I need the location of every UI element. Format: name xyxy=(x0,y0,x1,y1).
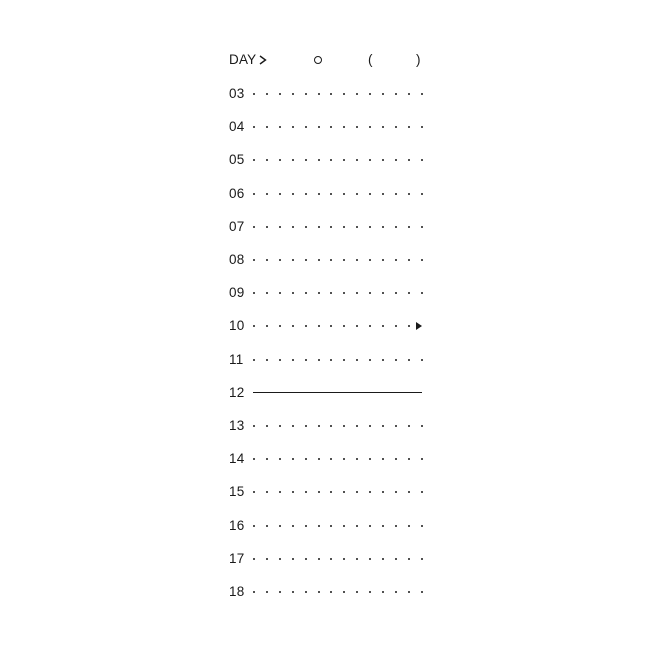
dot xyxy=(395,126,397,128)
dot xyxy=(369,292,371,294)
dot xyxy=(408,458,410,460)
dot xyxy=(369,458,371,460)
day-planner-sheet xyxy=(229,0,429,650)
dot xyxy=(330,159,332,161)
dot xyxy=(356,558,358,560)
dot xyxy=(421,359,423,361)
dot xyxy=(395,193,397,195)
hour-label: 07 xyxy=(229,218,245,234)
dot xyxy=(279,558,281,560)
dot xyxy=(395,525,397,527)
dot xyxy=(408,558,410,560)
dot xyxy=(395,93,397,95)
dot xyxy=(279,591,281,593)
dot xyxy=(343,425,345,427)
dot xyxy=(253,159,255,161)
dot xyxy=(382,491,384,493)
dot xyxy=(305,525,307,527)
dot xyxy=(292,458,294,460)
dot xyxy=(421,226,423,228)
dot xyxy=(382,259,384,261)
hour-label: 18 xyxy=(229,584,245,599)
dot xyxy=(266,259,268,261)
dot xyxy=(292,159,294,161)
hour-dot-line xyxy=(253,159,423,162)
dot xyxy=(279,126,281,128)
dot xyxy=(395,558,397,560)
hour-dot-line xyxy=(253,359,423,362)
dot xyxy=(330,126,332,128)
dot xyxy=(382,558,384,560)
dot xyxy=(408,491,410,493)
dot xyxy=(266,325,268,327)
dot xyxy=(356,292,358,294)
dot xyxy=(343,558,345,560)
hour-dot-line xyxy=(253,425,423,428)
dot xyxy=(279,458,281,460)
dot xyxy=(356,159,358,161)
dot xyxy=(318,193,320,195)
dot xyxy=(369,259,371,261)
dot xyxy=(305,491,307,493)
dot xyxy=(330,193,332,195)
dot xyxy=(318,425,320,427)
dot xyxy=(369,591,371,593)
dot xyxy=(395,458,397,460)
dot xyxy=(382,226,384,228)
dot xyxy=(279,491,281,493)
hour-row xyxy=(229,151,425,169)
hour-label: 15 xyxy=(229,484,245,500)
dot xyxy=(408,425,410,427)
dot xyxy=(330,558,332,560)
dot xyxy=(343,259,345,261)
hour-row xyxy=(229,218,425,236)
dot xyxy=(253,292,255,294)
dot xyxy=(421,159,423,161)
hour-label: 06 xyxy=(229,185,245,201)
dot xyxy=(421,491,423,493)
dot xyxy=(253,259,255,261)
dot xyxy=(305,126,307,128)
hour-dot-line xyxy=(253,525,423,528)
dot xyxy=(330,591,332,593)
dot xyxy=(318,126,320,128)
dot xyxy=(279,226,281,228)
dot xyxy=(382,325,384,327)
dot xyxy=(253,126,255,128)
dot xyxy=(382,93,384,95)
dot xyxy=(421,292,423,294)
dot xyxy=(330,525,332,527)
day-header xyxy=(229,51,425,69)
dot xyxy=(318,259,320,261)
chevron-right-icon xyxy=(259,55,267,65)
dot xyxy=(343,226,345,228)
dot xyxy=(318,359,320,361)
dot xyxy=(343,359,345,361)
dot xyxy=(266,292,268,294)
dot xyxy=(343,491,345,493)
dot xyxy=(279,325,281,327)
hour-dot-line xyxy=(253,491,423,494)
dot xyxy=(318,325,320,327)
dot xyxy=(356,226,358,228)
dot xyxy=(408,226,410,228)
dot xyxy=(253,491,255,493)
dot xyxy=(253,359,255,361)
hour-row xyxy=(229,417,425,435)
dot xyxy=(395,226,397,228)
dot xyxy=(356,491,358,493)
hour-label: 16 xyxy=(229,517,245,533)
dot xyxy=(395,325,397,327)
dot xyxy=(266,458,268,460)
hour-row xyxy=(229,85,425,103)
dot xyxy=(292,325,294,327)
triangle-right-icon xyxy=(416,322,422,330)
dot xyxy=(421,558,423,560)
dot xyxy=(343,591,345,593)
dot xyxy=(266,558,268,560)
hour-row xyxy=(229,384,425,402)
hour-row xyxy=(229,251,425,269)
dot xyxy=(382,425,384,427)
dot xyxy=(330,292,332,294)
dot xyxy=(253,458,255,460)
dot xyxy=(253,425,255,427)
dot xyxy=(318,458,320,460)
dot xyxy=(292,425,294,427)
dot xyxy=(395,292,397,294)
dot xyxy=(305,259,307,261)
dot xyxy=(382,359,384,361)
hour-row xyxy=(229,583,425,601)
dot xyxy=(395,159,397,161)
dot xyxy=(408,259,410,261)
dot xyxy=(266,359,268,361)
dot xyxy=(382,159,384,161)
dot xyxy=(408,159,410,161)
dot xyxy=(369,491,371,493)
hour-dot-line xyxy=(253,325,423,328)
dot xyxy=(369,159,371,161)
hour-label: 05 xyxy=(229,152,245,168)
dot xyxy=(330,359,332,361)
hour-label: 17 xyxy=(229,550,245,566)
dot xyxy=(395,491,397,493)
dot xyxy=(356,325,358,327)
dot xyxy=(421,458,423,460)
dot xyxy=(318,591,320,593)
dot xyxy=(266,159,268,161)
dot xyxy=(305,591,307,593)
hour-dot-line xyxy=(253,458,423,461)
dot xyxy=(421,425,423,427)
dot xyxy=(408,292,410,294)
dot xyxy=(408,126,410,128)
dot xyxy=(305,359,307,361)
dot xyxy=(253,325,255,327)
dot xyxy=(266,425,268,427)
dot xyxy=(408,525,410,527)
dot xyxy=(305,325,307,327)
dot xyxy=(356,525,358,527)
hour-label: 09 xyxy=(229,285,245,301)
dot xyxy=(369,93,371,95)
dot xyxy=(266,525,268,527)
dot xyxy=(330,93,332,95)
hour-dot-line xyxy=(253,226,423,229)
hour-row xyxy=(229,483,425,501)
hour-row xyxy=(229,118,425,136)
hour-label: 13 xyxy=(229,418,245,433)
dot xyxy=(369,226,371,228)
dot xyxy=(343,525,345,527)
dot xyxy=(382,292,384,294)
dot xyxy=(266,226,268,228)
dot xyxy=(369,359,371,361)
dot xyxy=(408,193,410,195)
dot xyxy=(343,126,345,128)
dot xyxy=(279,359,281,361)
dot xyxy=(330,458,332,460)
dot xyxy=(408,325,410,327)
dot xyxy=(421,525,423,527)
dot xyxy=(369,126,371,128)
dot xyxy=(318,491,320,493)
hour-row xyxy=(229,351,425,369)
dot xyxy=(395,359,397,361)
dot xyxy=(369,558,371,560)
dot xyxy=(369,193,371,195)
dot xyxy=(292,226,294,228)
dot xyxy=(318,93,320,95)
dot xyxy=(253,558,255,560)
dot xyxy=(266,93,268,95)
dot xyxy=(266,591,268,593)
hour-row xyxy=(229,185,425,203)
dot xyxy=(292,558,294,560)
dot xyxy=(356,458,358,460)
dot xyxy=(266,193,268,195)
dot xyxy=(395,259,397,261)
dot xyxy=(292,525,294,527)
dot xyxy=(356,93,358,95)
dot xyxy=(292,359,294,361)
hour-dot-line xyxy=(253,259,423,262)
hour-label: 10 xyxy=(229,318,245,334)
dot xyxy=(253,193,255,195)
hour-solid-line xyxy=(253,392,422,393)
dot xyxy=(356,259,358,261)
hour-dot-line xyxy=(253,126,423,129)
dot xyxy=(343,325,345,327)
dot xyxy=(292,126,294,128)
dot xyxy=(356,359,358,361)
dot xyxy=(408,591,410,593)
dot xyxy=(279,159,281,161)
dot xyxy=(292,591,294,593)
dot xyxy=(395,425,397,427)
dot xyxy=(305,425,307,427)
dot xyxy=(408,93,410,95)
dot xyxy=(408,359,410,361)
dot xyxy=(382,458,384,460)
hour-row xyxy=(229,517,425,535)
dot xyxy=(330,226,332,228)
dot xyxy=(305,93,307,95)
dot xyxy=(356,126,358,128)
dot xyxy=(421,591,423,593)
hour-dot-line xyxy=(253,292,423,295)
dot xyxy=(318,226,320,228)
hour-dot-line xyxy=(253,193,423,196)
dot xyxy=(369,525,371,527)
dot xyxy=(382,525,384,527)
dot xyxy=(395,591,397,593)
hour-row xyxy=(229,450,425,468)
dot xyxy=(279,292,281,294)
dot xyxy=(421,193,423,195)
dot xyxy=(330,425,332,427)
dot xyxy=(279,93,281,95)
dot xyxy=(305,558,307,560)
dot xyxy=(330,325,332,327)
dot xyxy=(292,93,294,95)
dot xyxy=(343,458,345,460)
dot xyxy=(279,193,281,195)
dot xyxy=(292,259,294,261)
dot xyxy=(318,292,320,294)
dot xyxy=(343,159,345,161)
dot xyxy=(279,425,281,427)
dot xyxy=(292,193,294,195)
hour-label: 12 xyxy=(229,384,245,400)
hour-dot-line xyxy=(253,93,423,96)
dot xyxy=(343,93,345,95)
dot xyxy=(305,292,307,294)
dot xyxy=(318,159,320,161)
dot xyxy=(318,525,320,527)
hour-row xyxy=(229,284,425,302)
dot xyxy=(305,193,307,195)
dot xyxy=(253,226,255,228)
hour-label: 04 xyxy=(229,119,245,135)
hour-dot-line xyxy=(253,558,423,561)
hour-row xyxy=(229,550,425,568)
dot xyxy=(356,425,358,427)
dot xyxy=(253,525,255,527)
hour-row xyxy=(229,317,425,335)
dot xyxy=(382,126,384,128)
dot xyxy=(266,126,268,128)
dot xyxy=(369,425,371,427)
dot xyxy=(369,325,371,327)
hour-label: 03 xyxy=(229,86,245,101)
dot xyxy=(356,193,358,195)
hour-label: 11 xyxy=(229,351,244,367)
date-paren-open: ( xyxy=(368,52,373,67)
dot xyxy=(421,259,423,261)
dot xyxy=(343,292,345,294)
dot xyxy=(343,193,345,195)
dot xyxy=(266,491,268,493)
dot xyxy=(279,259,281,261)
dot xyxy=(318,558,320,560)
dot xyxy=(253,93,255,95)
hour-label: 14 xyxy=(229,451,245,467)
dot xyxy=(305,458,307,460)
hour-dot-line xyxy=(253,591,423,594)
dot xyxy=(421,93,423,95)
date-paren-close: ) xyxy=(416,52,421,67)
dot xyxy=(305,159,307,161)
dot xyxy=(382,193,384,195)
dot xyxy=(292,491,294,493)
dot xyxy=(253,591,255,593)
hour-label: 08 xyxy=(229,252,245,267)
day-label: DAY xyxy=(229,52,257,67)
dot xyxy=(330,491,332,493)
dot xyxy=(382,591,384,593)
dot xyxy=(330,259,332,261)
circle-icon xyxy=(314,56,322,64)
dot xyxy=(279,525,281,527)
dot xyxy=(292,292,294,294)
dot xyxy=(305,226,307,228)
dot xyxy=(421,126,423,128)
dot xyxy=(356,591,358,593)
